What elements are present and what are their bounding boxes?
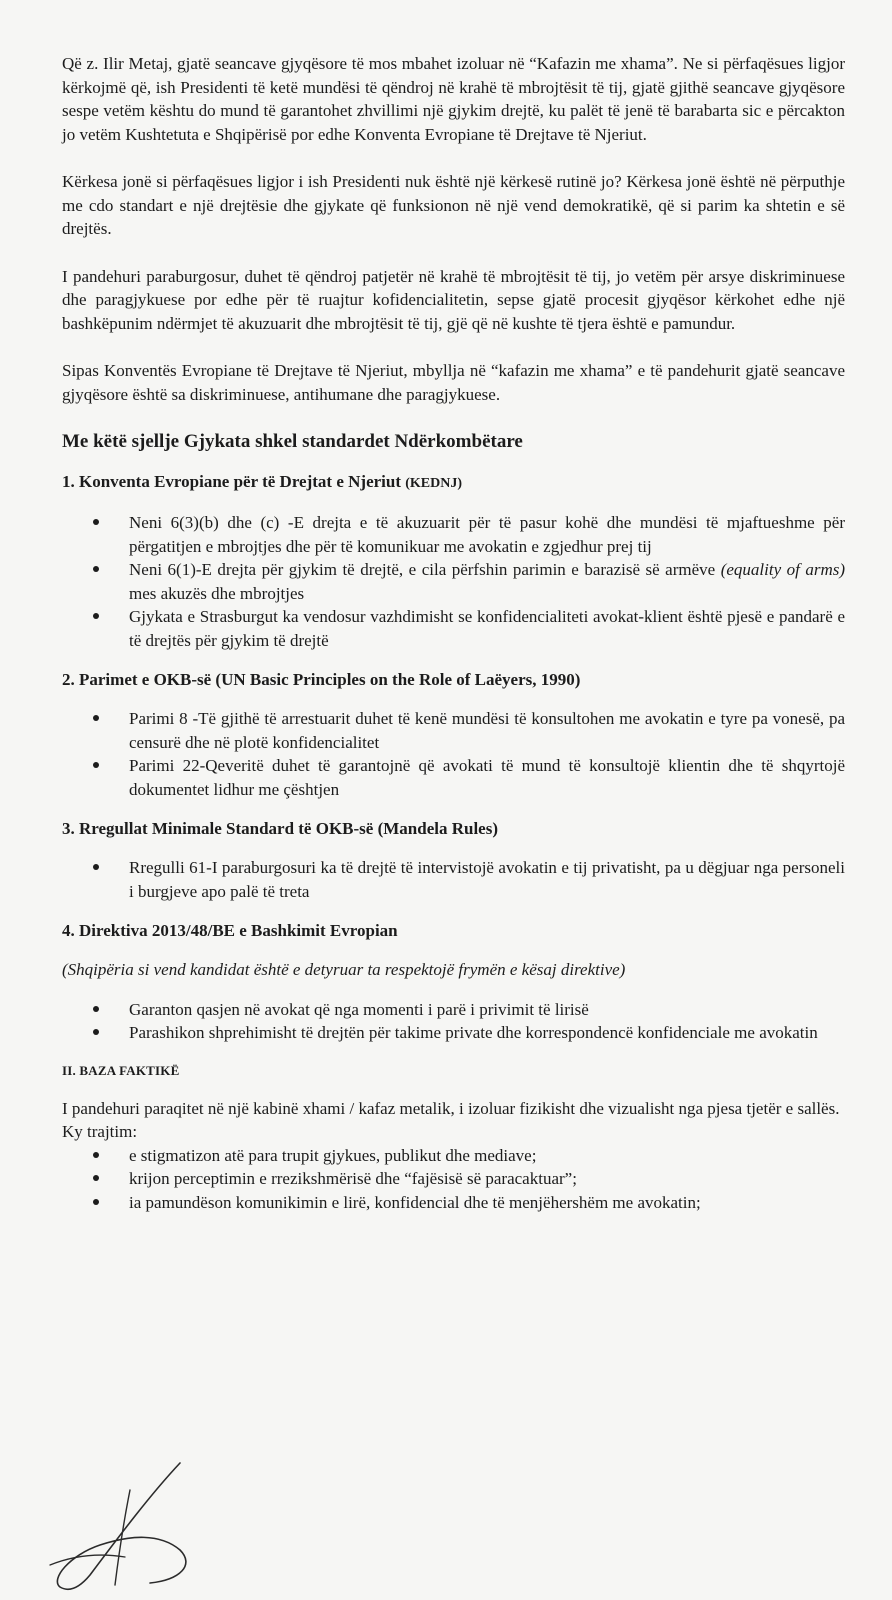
heading-international-standards: Me këtë sjellje Gjykata shkel standardet Ndërkombëtare [62,431,523,452]
list-item: Parimi 8 -Të gjithë të arrestuarit duhet të kenë mundësi të konsultohen me avokatin e tyre pa vonesë, pa censurë dhe në plotë konfidencialitet [62,707,845,754]
section-3-list [62,856,845,903]
paragraph-convention: Sipas Konventës Evropiane të Drejtave të Njeriut, mbyllja në “kafazin me xhama” e të pandehurit gjatë seancave gjyqësore është sa diskriminuese, antihumane dhe paragjykuese. [62,361,845,404]
document-page [62,52,845,1214]
list-item: e stigmatizon atë para trupit gjykues, publikut dhe mediave; [62,1144,845,1168]
bullet-icon [93,762,99,768]
section-3-title: 3. Rregullat Minimale Standard të OKB-së (Mandela Rules) [62,819,498,838]
equality-of-arms-term: (equality of arms) [720,560,846,579]
section-4-list [62,998,845,1045]
bullet-icon [93,613,99,619]
bullet-icon [93,519,99,525]
list-item: Neni 6(3)(b) dhe (c) -E drejta e të akuzuarit për të pasur kohë dhe mundësi të mjaftueshme për përgatitjen e mbrojtjes dhe për të komunikuar me avokatin e zgjedhur prej tij [62,511,845,558]
section-1-title-text: 1. Konventa Evropiane për të Drejtat e Njeriut [62,472,401,491]
bullet-icon [93,1199,99,1205]
paragraph-defendant-position: I pandehuri paraburgosur, duhet të qëndroj patjetër në krahë të mbrojtësit të tij, jo vetëm për arsye diskriminuese dhe paragjykuese por edhe për të ruajtur kofidencialitetin, sepse gjatë procesit gjyqësor kërkohet edhe një bashkëpunim ndërmjet të akuzuarit dhe mbrojtësit të tij, gjë që në kushte të tjera është e pamundur. [62,266,845,333]
list-item: Neni 6(1)-E drejta për gjykim të drejtë, e cila përfshin parimin e barazisë së armëve (equality of arms) mes akuzës dhe mbrojtjes [62,558,845,605]
section-2-list [62,707,845,801]
bullet-icon [93,1152,99,1158]
list-item: krijon perceptimin e rrezikshmërisë dhe “fajësisë së paracaktuar”; [62,1167,845,1191]
section-1-title [62,470,845,495]
section-4-title: 4. Direktiva 2013/48/BE e Bashkimit Evropian [62,921,398,940]
bullet-icon [93,715,99,721]
section-ii-title: II. BAZA FAKTIKË [62,1062,180,1078]
list-item: Gjykata e Strasburgut ka vendosur vazhdimisht se konfidencialiteti avokat-klient është pjesë e pandarë e të drejtës për gjykim të drejtë [62,605,845,652]
paragraph-not-routine: Kërkesa jonë si përfaqësues ligjor i ish Presidenti nuk është një kërkesë rutinë jo? Kërkesa jonë është në përputhje me cdo standart e një drejtësie dhe gjykate që funksionon në një vend demokratikë, që si parim ka shtetin e së drejtës. [62,172,845,238]
list-item: Parimi 22-Qeveritë duhet të garantojnë që avokati të mund të konsultojë klientin dhe të shqyrtojë dokumentet lidhur me çështjen [62,754,845,801]
section-ii-list [62,1144,845,1215]
section-1-abbr: (KEDNJ) [405,476,463,491]
section-4-note: (Shqipëria si vend kandidat është e detyruar ta respektojë frymën e kësaj direktive) [62,960,626,979]
list-item: ia pamundëson komunikimin e lirë, konfidencial dhe të menjëhershëm me avokatin; [62,1191,845,1215]
paragraph-request: Që z. Ilir Metaj, gjatë seancave gjyqësore të mos mbahet izoluar në “Kafazin me xhama”. Ne si përfaqësues ligjor kërkojmë që, ish Presidenti të ketë mundësi të qëndroj në krahë të mbrojtësit të tij, gjatë gjithë seancave gjyqësore sespe vetëm kështu do mund të garantohet zhvillimi një gjykim drejtë, ku palët të jenë të barabarta sic e përcakton jo vetëm Kushtetuta e Shqipërisë por edhe Konventa Evropiane të Drejtave të Njeriut. [62,54,845,144]
section-1-list [62,511,845,652]
list-item: Rregulli 61-I paraburgosuri ka të drejtë të intervistojë avokatin e tij privatisht, pa u dëgjuar nga personeli i burgjeve apo palë të treta [62,856,845,903]
list-item: Parashikon shprehimisht të drejtën për takime private dhe korrespondencë konfidenciale me avokatin [62,1021,845,1045]
bullet-icon [93,864,99,870]
bullet-icon [93,1006,99,1012]
bullet-icon [93,1029,99,1035]
signature-icon [30,1455,220,1595]
bullet-icon [93,1175,99,1181]
bullet-icon [93,566,99,572]
list-item: Garanton qasjen në avokat që nga momenti i parë i privimit të lirisë [62,998,845,1022]
section-2-title: 2. Parimet e OKB-së (UN Basic Principles on the Role of Laëyers, 1990) [62,670,581,689]
section-ii-paragraph: I pandehuri paraqitet në një kabinë xhami / kafaz metalik, i izoluar fizikisht dhe vizualisht nga pjesa tjetër e sallës. [62,1098,840,1118]
section-ii-lead: Ky trajtim: [62,1122,138,1141]
